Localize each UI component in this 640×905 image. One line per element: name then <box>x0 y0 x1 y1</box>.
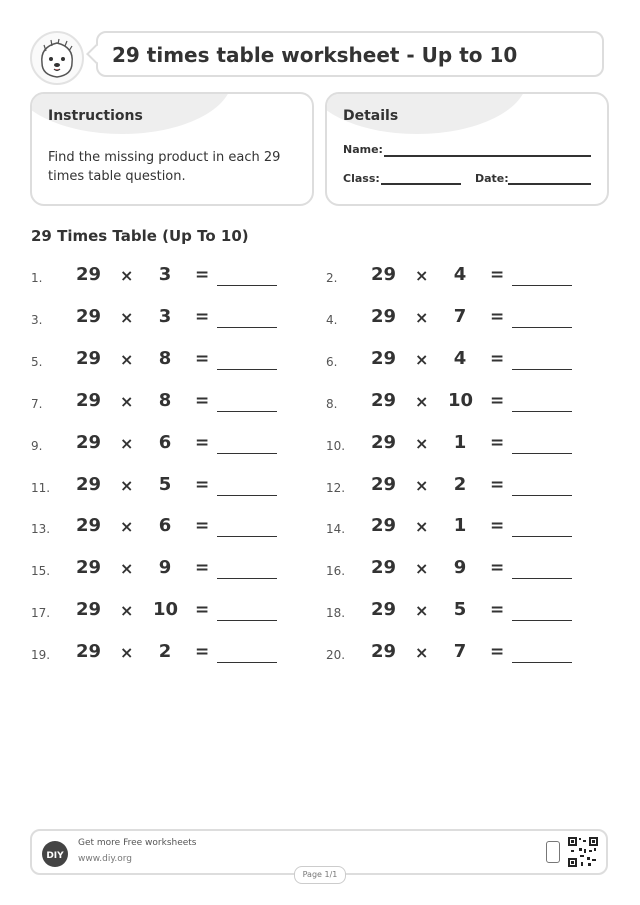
question-row <box>326 348 596 372</box>
question-row <box>31 515 301 539</box>
multiplier: 8 <box>158 389 172 411</box>
answer-blank[interactable] <box>217 285 277 286</box>
equals-sign: = <box>490 516 505 537</box>
multiplicand: 29 <box>371 347 397 369</box>
question-number: 2. <box>326 271 338 285</box>
question-row <box>31 348 301 372</box>
date-label: Date: <box>475 172 509 185</box>
details-card <box>325 92 609 206</box>
class-field[interactable] <box>381 183 461 185</box>
times-sign: × <box>415 643 429 663</box>
multiplier: 7 <box>453 641 467 663</box>
multiplicand: 29 <box>76 557 102 579</box>
times-sign: × <box>120 349 134 369</box>
question-row <box>326 474 596 498</box>
times-sign: × <box>120 601 134 621</box>
class-label: Class: <box>343 172 380 185</box>
multiplicand: 29 <box>76 347 102 369</box>
multiplier: 1 <box>453 515 467 537</box>
svg-text:DIY: DIY <box>46 851 64 861</box>
question-number: 8. <box>326 396 338 411</box>
section-title: 29 Times Table (Up To 10) <box>31 227 249 245</box>
answer-blank[interactable] <box>512 536 572 537</box>
answer-blank[interactable] <box>512 578 572 579</box>
multiplier: 2 <box>158 641 172 663</box>
equals-sign: = <box>490 306 505 327</box>
multiplicand: 29 <box>371 557 397 579</box>
question-row <box>326 515 596 539</box>
question-number: 4. <box>326 312 338 327</box>
question-number: 3. <box>31 312 43 327</box>
answer-blank[interactable] <box>217 411 277 412</box>
multiplicand: 29 <box>371 264 397 285</box>
instructions-text: Find the missing product in each 29 times table question. <box>48 150 281 184</box>
multiplicand: 29 <box>371 515 397 537</box>
question-number: 10. <box>326 438 346 453</box>
times-sign: × <box>120 433 134 453</box>
footer-promo-text: Get more Free worksheets <box>78 838 197 848</box>
question-number: 14. <box>326 522 346 537</box>
answer-blank[interactable] <box>217 327 277 328</box>
question-number: 11. <box>31 480 51 495</box>
multiplier: 5 <box>453 599 467 621</box>
times-sign: × <box>415 601 429 621</box>
equals-sign: = <box>490 265 505 285</box>
footer-link[interactable]: www.diy.org <box>78 854 132 864</box>
multiplicand: 29 <box>76 264 102 285</box>
times-sign: × <box>120 559 134 579</box>
answer-blank[interactable] <box>512 285 572 286</box>
question-number: 15. <box>31 564 51 579</box>
multiplicand: 29 <box>371 305 397 327</box>
equals-sign: = <box>195 432 210 453</box>
equals-sign: = <box>490 558 505 579</box>
question-row <box>31 306 301 330</box>
multiplier: 2 <box>453 473 467 495</box>
equals-sign: = <box>490 474 505 495</box>
question-row <box>31 474 301 498</box>
multiplier: 3 <box>158 305 172 327</box>
equals-sign: = <box>195 558 210 579</box>
qr-code-icon <box>568 837 598 867</box>
equals-sign: = <box>195 306 210 327</box>
title-banner <box>96 31 604 77</box>
question-number: 18. <box>326 606 346 621</box>
equals-sign: = <box>490 600 505 621</box>
equals-sign: = <box>195 642 210 663</box>
question-number: 5. <box>31 354 43 369</box>
multiplier: 6 <box>158 431 172 453</box>
multiplier: 8 <box>158 347 172 369</box>
equals-sign: = <box>490 642 505 663</box>
name-field[interactable] <box>384 155 591 157</box>
multiplicand: 29 <box>371 599 397 621</box>
multiplier: 9 <box>453 557 467 579</box>
times-sign: × <box>415 307 429 327</box>
times-sign: × <box>415 349 429 369</box>
answer-blank[interactable] <box>512 411 572 412</box>
answer-blank[interactable] <box>217 536 277 537</box>
multiplicand: 29 <box>371 641 397 663</box>
multiplicand: 29 <box>371 473 397 495</box>
instructions-card <box>30 92 314 206</box>
times-sign: × <box>120 517 134 537</box>
question-row <box>31 641 301 665</box>
question-row <box>326 557 596 581</box>
multiplier: 3 <box>158 264 172 285</box>
answer-blank[interactable] <box>217 620 277 621</box>
answer-blank[interactable] <box>217 578 277 579</box>
answer-blank[interactable] <box>217 453 277 454</box>
multiplicand: 29 <box>76 431 102 453</box>
question-row <box>326 641 596 665</box>
answer-blank[interactable] <box>512 369 572 370</box>
times-sign: × <box>120 643 134 663</box>
multiplicand: 29 <box>371 389 397 411</box>
answer-blank[interactable] <box>512 620 572 621</box>
diy-logo-icon <box>42 841 68 867</box>
question-row <box>326 264 596 288</box>
multiplicand: 29 <box>76 599 102 621</box>
equals-sign: = <box>490 390 505 411</box>
multiplier: 5 <box>158 473 172 495</box>
multiplier: 4 <box>453 264 467 285</box>
question-row <box>31 557 301 581</box>
times-sign: × <box>415 266 429 285</box>
question-row <box>326 432 596 456</box>
mascot-face-icon <box>30 31 84 85</box>
multiplier: 1 <box>453 431 467 453</box>
page-title: 29 times table worksheet - Up to 10 <box>112 43 518 67</box>
times-sign: × <box>120 391 134 411</box>
equals-sign: = <box>195 516 210 537</box>
answer-blank[interactable] <box>217 369 277 370</box>
page-number: Page 1/1 <box>294 866 346 884</box>
answer-blank[interactable] <box>217 495 277 496</box>
answer-blank[interactable] <box>512 327 572 328</box>
question-number: 12. <box>326 480 346 495</box>
date-field[interactable] <box>508 183 591 185</box>
multiplicand: 29 <box>76 515 102 537</box>
question-number: 1. <box>31 271 43 285</box>
times-sign: × <box>415 433 429 453</box>
answer-blank[interactable] <box>217 662 277 663</box>
times-sign: × <box>120 266 134 285</box>
question-number: 6. <box>326 354 338 369</box>
multiplicand: 29 <box>76 473 102 495</box>
equals-sign: = <box>195 265 210 285</box>
equals-sign: = <box>195 348 210 369</box>
question-row <box>31 390 301 414</box>
phone-icon <box>546 841 560 863</box>
equals-sign: = <box>195 474 210 495</box>
times-sign: × <box>415 391 429 411</box>
times-sign: × <box>415 559 429 579</box>
question-row <box>31 599 301 623</box>
multiplier: 7 <box>453 305 467 327</box>
name-label: Name: <box>343 143 383 156</box>
question-row <box>31 432 301 456</box>
question-row <box>326 599 596 623</box>
question-number: 16. <box>326 564 346 579</box>
question-number: 13. <box>31 522 51 537</box>
multiplier: 4 <box>453 347 467 369</box>
times-sign: × <box>415 475 429 495</box>
multiplicand: 29 <box>76 641 102 663</box>
multiplicand: 29 <box>371 431 397 453</box>
multiplier: 10 <box>448 389 474 411</box>
equals-sign: = <box>490 432 505 453</box>
question-row <box>326 390 596 414</box>
multiplier: 10 <box>153 599 179 621</box>
equals-sign: = <box>490 348 505 369</box>
multiplicand: 29 <box>76 389 102 411</box>
question-row <box>326 306 596 330</box>
question-number: 19. <box>31 648 51 663</box>
question-number: 7. <box>31 396 43 411</box>
answer-blank[interactable] <box>512 662 572 663</box>
times-sign: × <box>120 307 134 327</box>
question-number: 20. <box>326 648 346 663</box>
details-heading: Details <box>343 108 399 124</box>
times-sign: × <box>415 517 429 537</box>
instructions-heading: Instructions <box>48 108 143 124</box>
equals-sign: = <box>195 390 210 411</box>
equals-sign: = <box>195 600 210 621</box>
multiplier: 9 <box>158 557 172 579</box>
question-number: 9. <box>31 438 43 453</box>
times-sign: × <box>120 475 134 495</box>
answer-blank[interactable] <box>512 495 572 496</box>
multiplicand: 29 <box>76 305 102 327</box>
question-row <box>31 264 301 288</box>
answer-blank[interactable] <box>512 453 572 454</box>
question-number: 17. <box>31 606 51 621</box>
multiplier: 6 <box>158 515 172 537</box>
